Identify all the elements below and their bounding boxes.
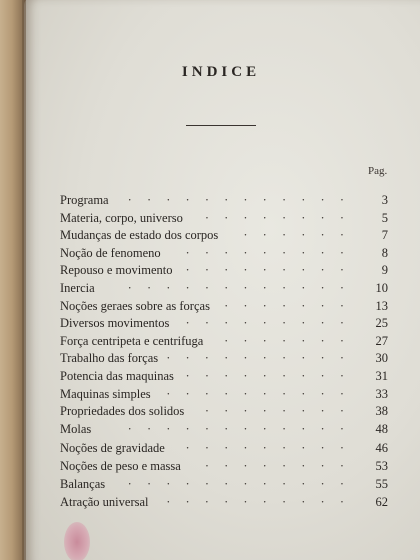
entry-label: Noções geraes sobre as forças — [60, 298, 210, 313]
index-entry — [60, 422, 390, 438]
entry-label: Balanças — [60, 477, 106, 491]
dot-leader: · · · · · · · · · — [185, 440, 350, 455]
entry-label: Materia, corpo, universo — [60, 210, 183, 225]
entry-label: Propriedades dos solidos — [60, 404, 185, 419]
entry-page-number: 48 — [375, 422, 388, 437]
index-entry — [60, 477, 390, 493]
index-entry — [60, 246, 390, 262]
entry-label: Mudanças de estado dos corpos — [60, 228, 219, 243]
dot-leader: · · · · · · · · · · — [166, 351, 350, 366]
entry-page-number: 55 — [375, 477, 388, 491]
entry-label: Programa — [60, 193, 109, 207]
entry-label: Maquinas simples — [60, 386, 151, 401]
index-entry — [60, 441, 390, 457]
entry-label: Inercia — [60, 281, 95, 295]
dot-leader: · · · · · · — [243, 228, 350, 243]
entry-label: Diversos movimentos — [60, 316, 170, 331]
entry-label: Repouso e movimento — [60, 263, 173, 278]
entry-page-number: 30 — [375, 351, 388, 366]
entry-label: Força centripeta e centrifuga — [60, 333, 204, 348]
dot-leader: · · · · · · · · — [204, 458, 350, 473]
entry-label: Trabalho das forças — [60, 351, 159, 366]
entry-label: Potencia das maquinas — [60, 369, 174, 383]
dot-leader: · · · · · · · · — [204, 404, 350, 419]
book-page — [24, 0, 420, 560]
dot-leader: · · · · · · · · — [204, 210, 350, 225]
dot-leader: · · · · · · · — [224, 333, 350, 348]
page-column-label: Pag. — [368, 165, 388, 177]
index-title: INDICE — [181, 64, 261, 80]
entry-page-number: 10 — [375, 281, 388, 295]
dot-leader: · · · · · · · — [224, 298, 350, 313]
entry-page-number: 53 — [375, 458, 388, 473]
entry-page-number: 3 — [381, 193, 388, 207]
index-entry — [60, 299, 390, 315]
index-entry — [60, 263, 390, 279]
entry-label: Noção de fenomeno — [60, 245, 161, 260]
index-entry — [60, 281, 390, 297]
entry-page-number: 27 — [375, 333, 388, 348]
entry-page-number: 8 — [381, 245, 388, 260]
entry-page-number: 38 — [375, 404, 388, 419]
entry-page-number: 46 — [375, 440, 388, 455]
index-entry — [60, 351, 390, 367]
entry-label: Noções de peso e massa — [60, 458, 181, 473]
entry-page-number: 31 — [375, 369, 388, 383]
dot-leader: · · · · · · · · · — [185, 263, 350, 278]
dot-leader: · · · · · · · · · · — [166, 386, 350, 401]
index-entry — [60, 316, 390, 332]
title-rule — [186, 125, 256, 126]
index-entry — [60, 334, 390, 350]
entry-page-number: 9 — [381, 263, 388, 278]
entry-page-number: 33 — [375, 386, 388, 401]
dot-leader: · · · · · · · · · — [185, 316, 350, 331]
dot-leader: · · · · · · · · · — [185, 369, 350, 383]
dot-leader: · · · · · · · · · · · · — [127, 193, 350, 207]
entry-label: Atração universal — [60, 495, 149, 510]
index-entry — [60, 459, 390, 475]
dot-leader: · · · · · · · · · · · · — [127, 422, 350, 437]
entry-label: Noções de gravidade — [60, 440, 165, 455]
entry-page-number: 25 — [375, 316, 388, 331]
entry-page-number: 7 — [381, 228, 388, 243]
entry-page-number: 13 — [375, 298, 388, 313]
entry-label: Molas — [60, 422, 92, 437]
dot-leader: · · · · · · · · · · · · — [127, 281, 350, 295]
ink-stain — [64, 522, 90, 560]
index-entry — [60, 495, 390, 511]
index-entry — [60, 193, 390, 209]
dot-leader: · · · · · · · · · — [185, 245, 350, 260]
entry-page-number: 5 — [381, 210, 388, 225]
index-entry — [60, 228, 390, 244]
index-entry — [60, 211, 390, 227]
dot-leader: · · · · · · · · · · · · — [127, 477, 350, 491]
index-entry — [60, 387, 390, 403]
index-entry — [60, 404, 390, 420]
page-edge — [22, 0, 26, 560]
index-entry — [60, 369, 390, 385]
dot-leader: · · · · · · · · · · — [166, 495, 350, 510]
entry-page-number: 62 — [375, 495, 388, 510]
